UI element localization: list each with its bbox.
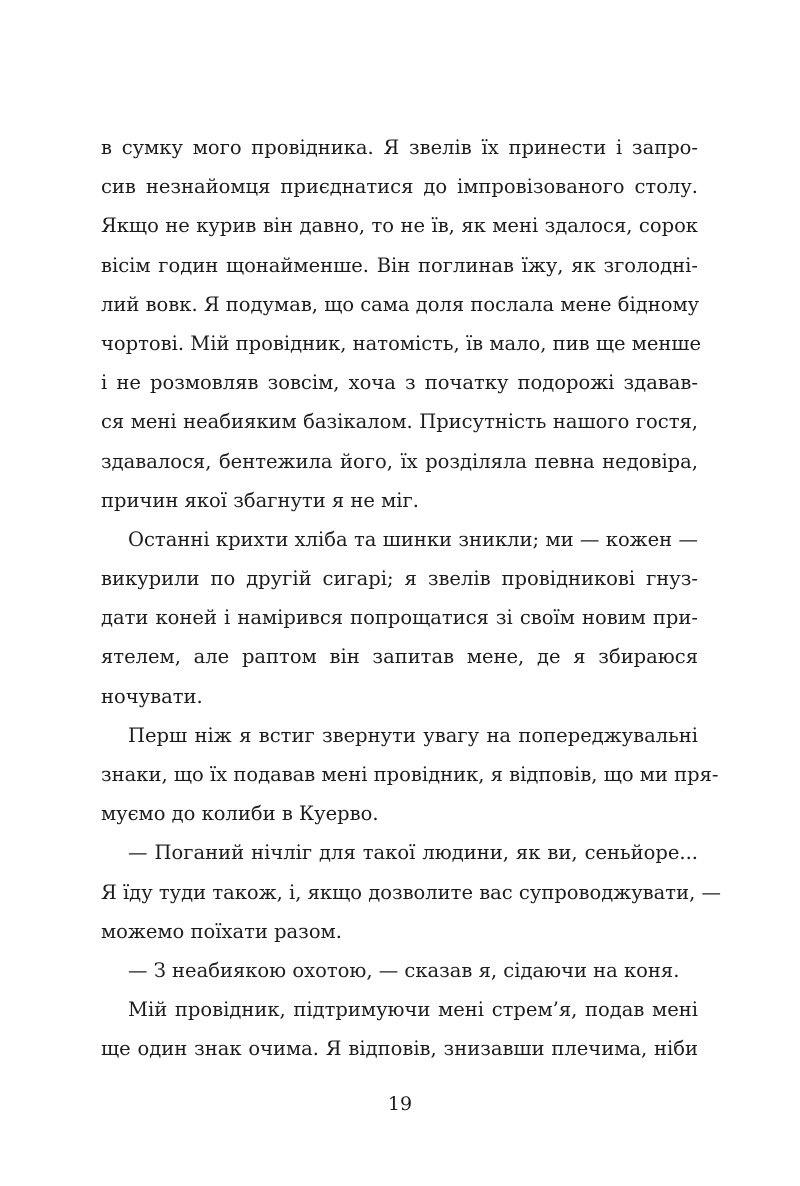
- text-line: причин якої збагнути я не міг.: [101, 488, 419, 512]
- page-number: 19: [387, 1093, 413, 1115]
- text-line: знаки, що їх подавав мені провідник, я відповів, що ми пря-: [101, 763, 719, 786]
- text-line: дати коней і намірився попрощатися зі своїм новим при-: [101, 606, 698, 630]
- text-line: в сумку мого провідника. Я звелів їх принести і запро-: [101, 136, 698, 159]
- text-line: — Поганий нічліг для такої людини, як ви, сеньйоре...: [128, 841, 698, 865]
- text-line: Мій провідник, підтримуючи мені стрем’я, подав мені: [128, 998, 698, 1022]
- text-line: лий вовк. Я подумав, що сама доля послала мене бідному: [101, 292, 700, 316]
- text-line: ночувати.: [101, 684, 203, 708]
- text-line: ще один знак очима. Я відповів, знизавши плечима, ніби: [101, 1037, 698, 1061]
- text-line: чортові. Мій провідник, натомість, їв мало, пив ще менше: [101, 331, 702, 355]
- body-text: [101, 128, 721, 1069]
- text-line: Останні крихти хліба та шинки зникли; ми — кожен —: [128, 527, 698, 551]
- text-line: і не розмовляв зовсім, хоча з початку подорожі здавав-: [101, 371, 698, 395]
- text-line: вісім годин щонайменше. Він поглинав їжу, як зголодні-: [101, 253, 698, 277]
- text-line: ся мені неабияким базікалом. Присутність нашого гостя,: [101, 410, 698, 434]
- text-line: можемо поїхати разом.: [101, 919, 342, 943]
- text-line: Якщо не курив він давно, то не їв, як мені здалося, сорок: [101, 214, 698, 238]
- text-line: — З неабиякою охотою, — сказав я, сідаючи на коня.: [128, 958, 680, 982]
- text-line: здавалося, бентежила його, їх розділяла певна недовіра,: [101, 449, 698, 473]
- text-line: сив незнайомця приєднатися до імпровізованого столу.: [101, 175, 698, 199]
- text-line: Я їду туди також, і, якщо дозволите вас супроводжувати, —: [101, 880, 721, 904]
- text-line: муємо до колиби в Куерво.: [101, 802, 379, 826]
- text-line: Перш ніж я встиг звернути увагу на попереджувальні: [128, 723, 698, 747]
- text-line: ятелем, але раптом він запитав мене, де я збираюся: [101, 645, 698, 669]
- text-line: викурили по другій сигарі; я звелів провідникові гнуз-: [101, 567, 698, 591]
